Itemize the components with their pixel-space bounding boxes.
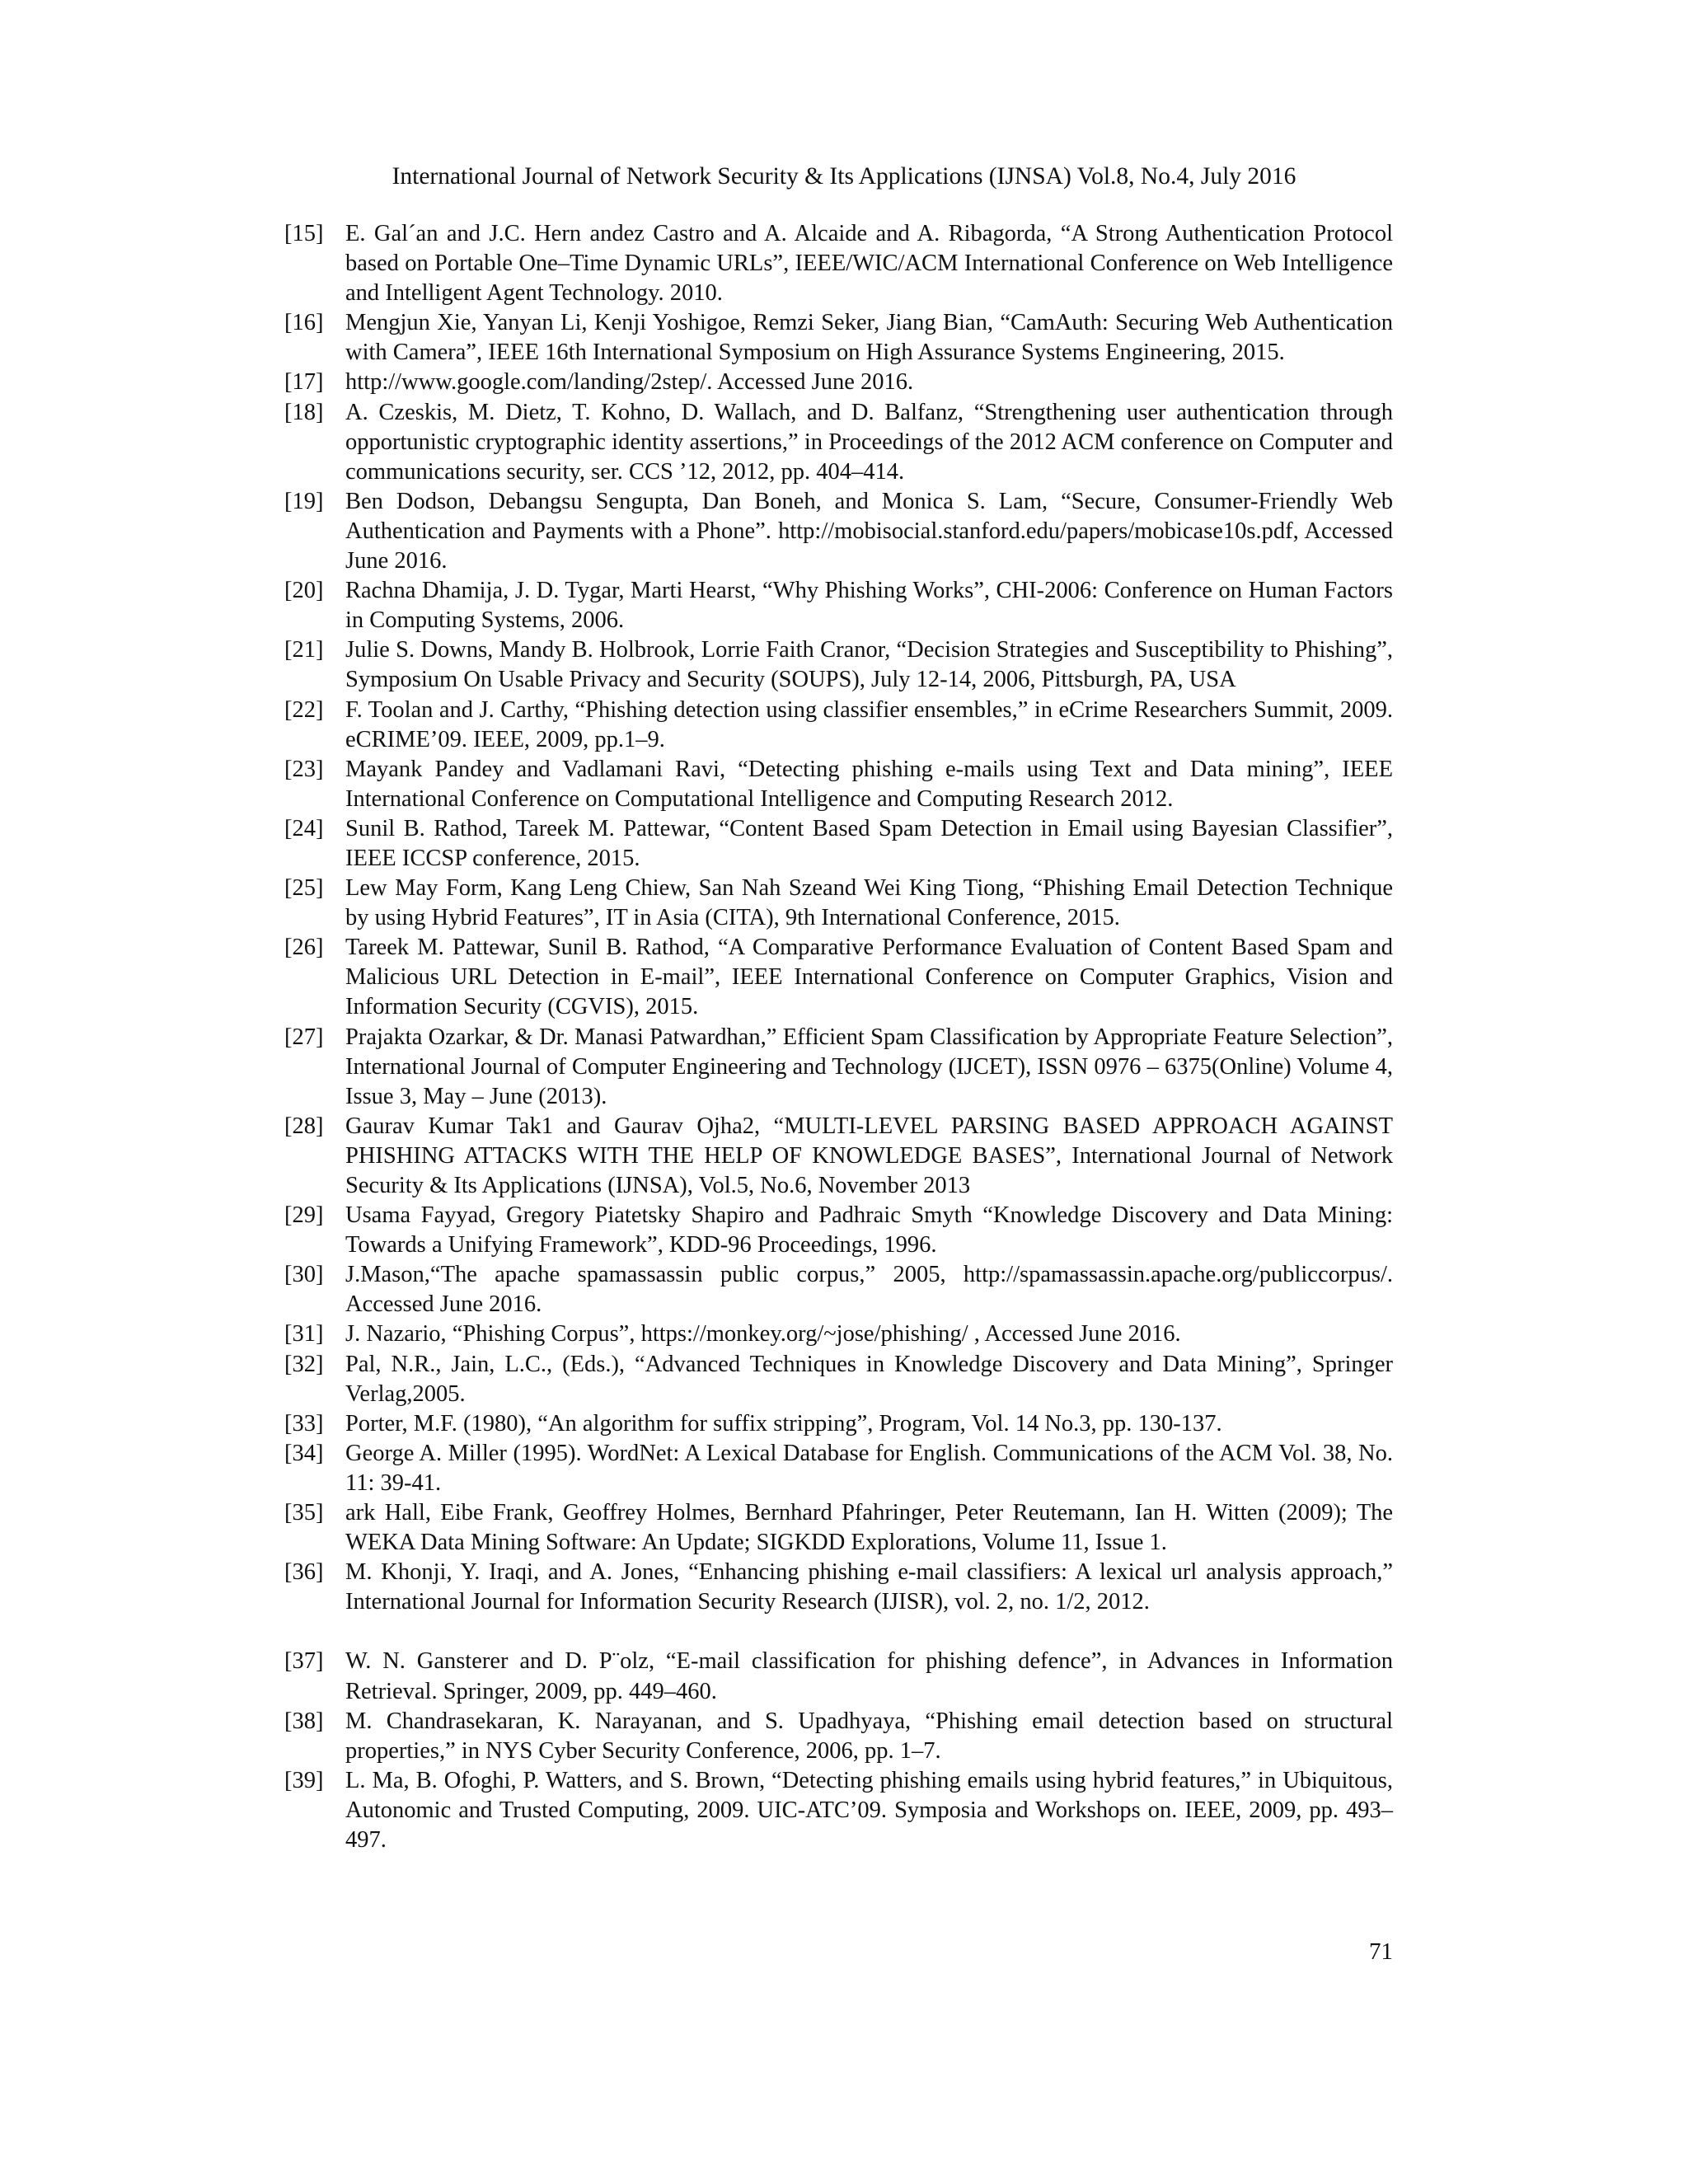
- reference-text: M. Chandrasekaran, K. Narayanan, and S. Upadhyaya, “Phishing email detection based on structural properties,” in NYS Cyber Security Conference, 2006, pp. 1–7.: [345, 1708, 1393, 1764]
- reference-text: M. Khonji, Y. Iraqi, and A. Jones, “Enhancing phishing e-mail classifiers: A lexical url analysis approach,” International Journal for Information Security Research (IJISR), vol. 2, no. 1/2, 2012.: [345, 1559, 1393, 1615]
- reference-30: [284, 1260, 1393, 1319]
- reference-36: [284, 1558, 1393, 1617]
- reference-number: [39]: [284, 1767, 324, 1793]
- reference-list: [284, 219, 1393, 1855]
- reference-text: F. Toolan and J. Carthy, “Phishing detection using classifier ensembles,” in eCrime Researchers Summit, 2009. eCRIME’09. IEEE, 2009, pp.1–9.: [345, 696, 1393, 752]
- reference-34: [284, 1439, 1393, 1498]
- reference-number: [20]: [284, 578, 324, 604]
- reference-number: [21]: [284, 637, 324, 663]
- reference-text: Porter, M.F. (1980), “An algorithm for suffix stripping”, Program, Vol. 14 No.3, pp. 130-137.: [345, 1410, 1222, 1436]
- reference-text: Usama Fayyad, Gregory Piatetsky Shapiro and Padhraic Smyth “Knowledge Discovery and Data Mining: Towards a Unifying Framework”, KDD-96 Proceedings, 1996.: [345, 1202, 1393, 1258]
- reference-text: Rachna Dhamija, J. D. Tygar, Marti Hearst, “Why Phishing Works”, CHI-2006: Conference on Human Factors in Computing Systems, 2006.: [345, 578, 1393, 634]
- reference-text: J.Mason,“The apache spamassassin public corpus,” 2005, http://spamassassin.apache.org/publiccorpus/. Accessed June 2016.: [345, 1262, 1393, 1318]
- reference-number: [17]: [284, 369, 324, 396]
- reference-16: [284, 308, 1393, 368]
- reference-text: Julie S. Downs, Mandy B. Holbrook, Lorrie Faith Cranor, “Decision Strategies and Susceptibility to Phishing”, Symposium On Usable Privacy and Security (SOUPS), July 12-14, 2006, Pittsburgh, PA, USA: [345, 637, 1393, 693]
- reference-18: [284, 398, 1393, 487]
- reference-26: [284, 933, 1393, 1022]
- reference-number: [33]: [284, 1410, 324, 1436]
- reference-32: [284, 1350, 1393, 1409]
- reference-text: Lew May Form, Kang Leng Chiew, San Nah Szeand Wei King Tiong, “Phishing Email Detection Technique by using Hybrid Features”, IT in Asia (CITA), 9th International Conference, 2015.: [345, 875, 1393, 931]
- reference-number: [23]: [284, 756, 324, 782]
- running-header: International Journal of Network Security & Its Applications (IJNSA) Vol.8, No.4, July 2016: [392, 163, 1296, 190]
- reference-number: [24]: [284, 815, 324, 841]
- reference-number: [29]: [284, 1202, 324, 1229]
- reference-19: [284, 487, 1393, 576]
- reference-number: [38]: [284, 1708, 324, 1734]
- reference-text: A. Czeskis, M. Dietz, T. Kohno, D. Wallach, and D. Balfanz, “Strengthening user authentication through opportunistic cryptographic identity assertions,” in Proceedings of the 2012 ACM conference on Computer and communications security, ser. CCS ’12, 2012, pp. 404–414.: [345, 399, 1393, 485]
- reference-number: [34]: [284, 1440, 324, 1466]
- reference-text: Pal, N.R., Jain, L.C., (Eds.), “Advanced Techniques in Knowledge Discovery and Data Mining”, Springer Verlag,2005.: [345, 1351, 1393, 1407]
- reference-number: [22]: [284, 696, 324, 723]
- reference-37: [284, 1647, 1393, 1706]
- reference-text: ark Hall, Eibe Frank, Geoffrey Holmes, Bernhard Pfahringer, Peter Reutemann, Ian H. Witten (2009); The WEKA Data Mining Software: An Update; SIGKDD Explorations, Volume 11, Issue 1.: [345, 1500, 1393, 1556]
- reference-text: Mayank Pandey and Vadlamani Ravi, “Detecting phishing e-mails using Text and Data mining”, IEEE International Conference on Computational Intelligence and Computing Research 2012.: [345, 756, 1393, 812]
- reference-31: [284, 1319, 1393, 1349]
- reference-33: [284, 1409, 1393, 1439]
- reference-text: Ben Dodson, Debangsu Sengupta, Dan Boneh, and Monica S. Lam, “Secure, Consumer-Friendly Web Authentication and Payments with a Phone”. http://mobisocial.stanford.edu/papers/mobicase10s.pdf, Accessed June 2016.: [345, 488, 1393, 574]
- reference-text: W. N. Gansterer and D. P¨olz, “E-mail classification for phishing defence”, in Advances in Information Retrieval. Springer, 2009, pp. 449–460.: [345, 1648, 1393, 1704]
- reference-24: [284, 814, 1393, 874]
- page-number: 71: [1369, 1938, 1393, 1965]
- reference-23: [284, 755, 1393, 814]
- reference-number: [18]: [284, 399, 324, 425]
- reference-20: [284, 576, 1393, 635]
- reference-text: http://www.google.com/landing/2step/. Accessed June 2016.: [345, 369, 914, 396]
- reference-number: [31]: [284, 1321, 324, 1347]
- reference-21: [284, 635, 1393, 695]
- reference-text: Tareek M. Pattewar, Sunil B. Rathod, “A Comparative Performance Evaluation of Content Based Spam and Malicious URL Detection in E-mail”, IEEE International Conference on Computer Graphics, Vision and Information Security (CGVIS), 2015.: [345, 935, 1393, 1020]
- reference-number: [35]: [284, 1500, 324, 1526]
- reference-number: [19]: [284, 488, 324, 514]
- reference-text: Gaurav Kumar Tak1 and Gaurav Ojha2, “MULTI-LEVEL PARSING BASED APPROACH AGAINST PHISHING ATTACKS WITH THE HELP OF KNOWLEDGE BASES”, International Journal of Network Security & Its Applications (IJNSA), Vol.5, No.6, November 2013: [345, 1113, 1393, 1198]
- reference-number: [32]: [284, 1351, 324, 1377]
- reference-17: [284, 368, 1393, 397]
- reference-22: [284, 696, 1393, 755]
- reference-text: Sunil B. Rathod, Tareek M. Pattewar, “Content Based Spam Detection in Email using Bayesian Classifier”, IEEE ICCSP conference, 2015.: [345, 815, 1393, 871]
- reference-number: [16]: [284, 310, 324, 336]
- reference-text: Mengjun Xie, Yanyan Li, Kenji Yoshigoe, Remzi Seker, Jiang Bian, “CamAuth: Securing Web Authentication with Camera”, IEEE 16th International Symposium on High Assurance Systems Engineering, 2015.: [345, 310, 1393, 366]
- reference-number: [15]: [284, 221, 324, 246]
- reference-27: [284, 1023, 1393, 1112]
- reference-38: [284, 1707, 1393, 1766]
- reference-number: [25]: [284, 875, 324, 902]
- reference-number: [36]: [284, 1559, 324, 1586]
- reference-number: [27]: [284, 1024, 324, 1050]
- reference-text: J. Nazario, “Phishing Corpus”, https://monkey.org/~jose/phishing/ , Accessed June 2016.: [345, 1321, 1181, 1347]
- reference-39: [284, 1766, 1393, 1855]
- reference-text: Prajakta Ozarkar, & Dr. Manasi Patwardhan,” Efficient Spam Classification by Appropriate Feature Selection”, International Journal of Computer Engineering and Technology (IJCET), ISSN 0976 – 6375(Online) Volume 4, Issue 3, May – June (2013).: [345, 1024, 1393, 1109]
- reference-number: [26]: [284, 935, 324, 961]
- reference-15: [284, 219, 1393, 308]
- reference-text: E. Gal´an and J.C. Hern andez Castro and A. Alcaide and A. Ribagorda, “A Strong Authentication Protocol based on Portable One–Time Dynamic URLs”, IEEE/WIC/ACM International Conference on Web Intelligence and Intelligent Agent Technology. 2010.: [345, 221, 1393, 307]
- reference-number: [30]: [284, 1262, 324, 1288]
- reference-28: [284, 1112, 1393, 1201]
- reference-25: [284, 874, 1393, 933]
- reference-29: [284, 1201, 1393, 1260]
- reference-number: [28]: [284, 1113, 324, 1139]
- reference-number: [37]: [284, 1648, 324, 1675]
- reference-text: George A. Miller (1995). WordNet: A Lexical Database for English. Communications of the ACM Vol. 38, No. 11: 39-41.: [345, 1440, 1393, 1496]
- reference-35: [284, 1498, 1393, 1558]
- reference-text: L. Ma, B. Ofoghi, P. Watters, and S. Brown, “Detecting phishing emails using hybrid features,” in Ubiquitous, Autonomic and Trusted Computing, 2009. UIC-ATC’09. Symposia and Workshops on. IEEE, 2009, pp. 493–497.: [345, 1767, 1393, 1853]
